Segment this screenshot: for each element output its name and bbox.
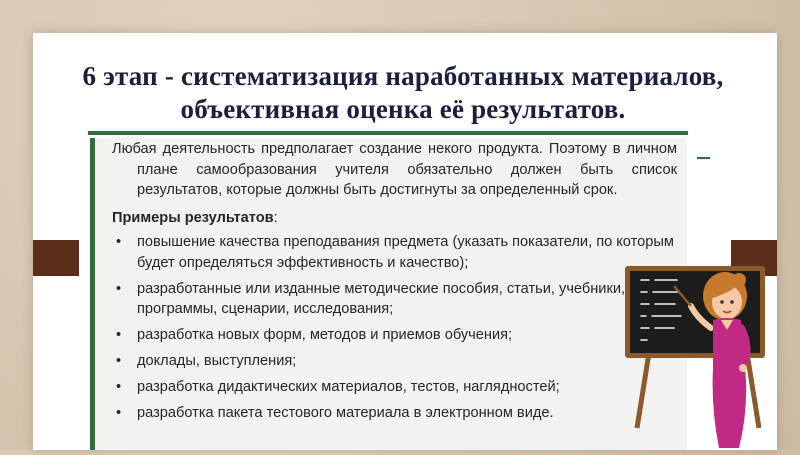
intro-paragraph: Любая деятельность предполагает создание некого продукта. Поэтому в личном плане самообразования учителя обязательно должен быть список результатов, которые должны быть достигнуты за определенный срок.	[112, 141, 677, 198]
list-item: • доклады, выступления;	[112, 351, 677, 372]
slide-title	[44, 60, 762, 126]
decorative-dash	[697, 157, 710, 159]
easel-leg-left	[637, 353, 649, 428]
easel-leg-right	[747, 353, 759, 428]
examples-colon: :	[273, 209, 278, 226]
title-line-1: 6 этап - систематизация наработанных материалов,	[82, 61, 724, 91]
content-text	[112, 139, 677, 429]
list-item: • разработка дидактических материалов, тестов, наглядностей;	[112, 377, 677, 398]
left-accent-bar	[33, 240, 79, 276]
content-top-rule	[88, 131, 688, 135]
teacher-illustration	[619, 258, 769, 450]
list-item: • повышение качества преподавания предмета (указать показатели, по которым будет определяться эффективность и качество);	[112, 232, 677, 273]
teacher-at-blackboard-icon	[619, 258, 769, 450]
list-item: • разработка пакета тестового материала в электронном виде.	[112, 403, 677, 424]
examples-heading	[112, 208, 677, 229]
list-item: • разработанные или изданные методические пособия, статьи, учебники, программы, сценарии, исследования;	[112, 279, 677, 320]
list-item: • разработка новых форм, методов и приемов обучения;	[112, 325, 677, 346]
results-list	[112, 232, 677, 424]
title-line-2: объективная оценка её результатов.	[180, 94, 626, 124]
examples-label: Примеры результатов	[112, 209, 274, 226]
